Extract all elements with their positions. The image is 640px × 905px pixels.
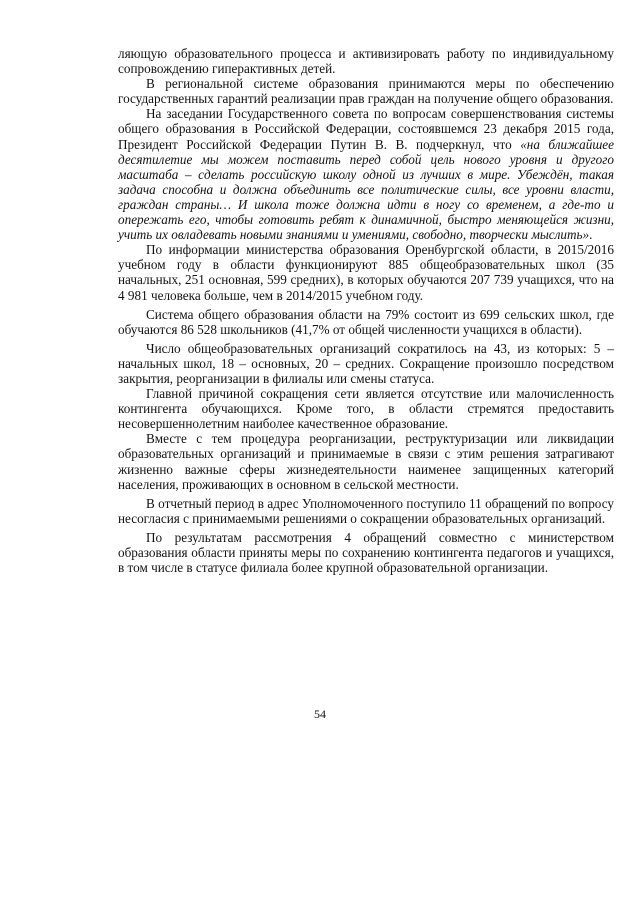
paragraph-results: По результатам рассмотрения 4 обращений совместно с министерством образования области приняты меры по сохранению контингента педагогов и учащихся, в том числе в статусе филиала более крупной образовательной организации. — [118, 529, 614, 576]
paragraph-reorganization: Вместе с тем процедура реорганизации, реструктуризации или ликвидации образовательных организаций и принимаемые в связи с этим решения затрагивают жизненно важные сферы жизнедеятельности наименее защищенных категорий населения, проживающих в основном в сельской местности. — [118, 431, 614, 492]
quote-intro: На заседании Государственного совета по вопросам совершенствования системы общего образования в Российской Федерации, состоявшемся 23 декабря 2015 года, Президент Российской Федерации Путин В. В. подчеркнул, что — [118, 106, 614, 152]
paragraph-main-reason: Главной причиной сокращения сети является отсутствие или малочисленность контингента обучающихся. Кроме того, в области стремятся предоставить несовершеннолетним наиболее качественное образование. — [118, 386, 614, 432]
president-quote: «на ближайшее десятилетие мы можем поставить перед собой цель нового уровня и другого масштаба – сделать российскую школу одной из лучших в мире. Убеждён, такая задача способна и должна объединить все политические силы, все уровни власти, граждан страны… И школа тоже должна идти в ногу со временем, а где-то и опережать его, чтобы готовить ребят к динамичной, быстро меняющейся жизни, учить их овладевать новыми знаниями и умениями, свободно, творчески мыслить» — [118, 136, 614, 243]
paragraph-appeals: В отчетный период в адрес Уполномоченного поступило 11 обращений по вопросу несогласия с принимаемыми решениями о сокращении образовательных организаций. — [118, 495, 614, 526]
paragraph-schools-count: По информации министерства образования Оренбургской области, в 2015/2016 учебном году в области функционируют 885 общеобразовательных школ (35 начальных, 251 основная, 599 средних), в которых обучаются 207 739 учащихся, что на 4 981 человека больше, чем в 2014/2015 учебном году. — [118, 242, 614, 303]
page-number: 54 — [314, 707, 326, 721]
paragraph-rural-schools: Система общего образования области на 79% состоит из 699 сельских школ, где обучаются 86 528 школьников (41,7% от общей численности учащихся в области). — [118, 306, 614, 337]
paragraph-continuation: ляющую образовательного процесса и активизировать работу по индивидуальному сопровождению гиперактивных детей. — [118, 46, 614, 77]
page-body — [118, 46, 614, 575]
paragraph-reduction: Число общеобразовательных организаций сократилось на 43, из которых: 5 – начальных школ, 18 – основных, 20 – средних. Сокращение произошло посредством закрытия, реорганизации в филиалы или смены статуса. — [118, 340, 614, 386]
paragraph-state-council-quote — [118, 106, 614, 242]
quote-end: . — [589, 227, 593, 243]
paragraph-state-guarantees: В региональной системе образования принимаются меры по обеспечению государственных гарантий реализации прав граждан на получение общего образования. — [118, 76, 614, 107]
